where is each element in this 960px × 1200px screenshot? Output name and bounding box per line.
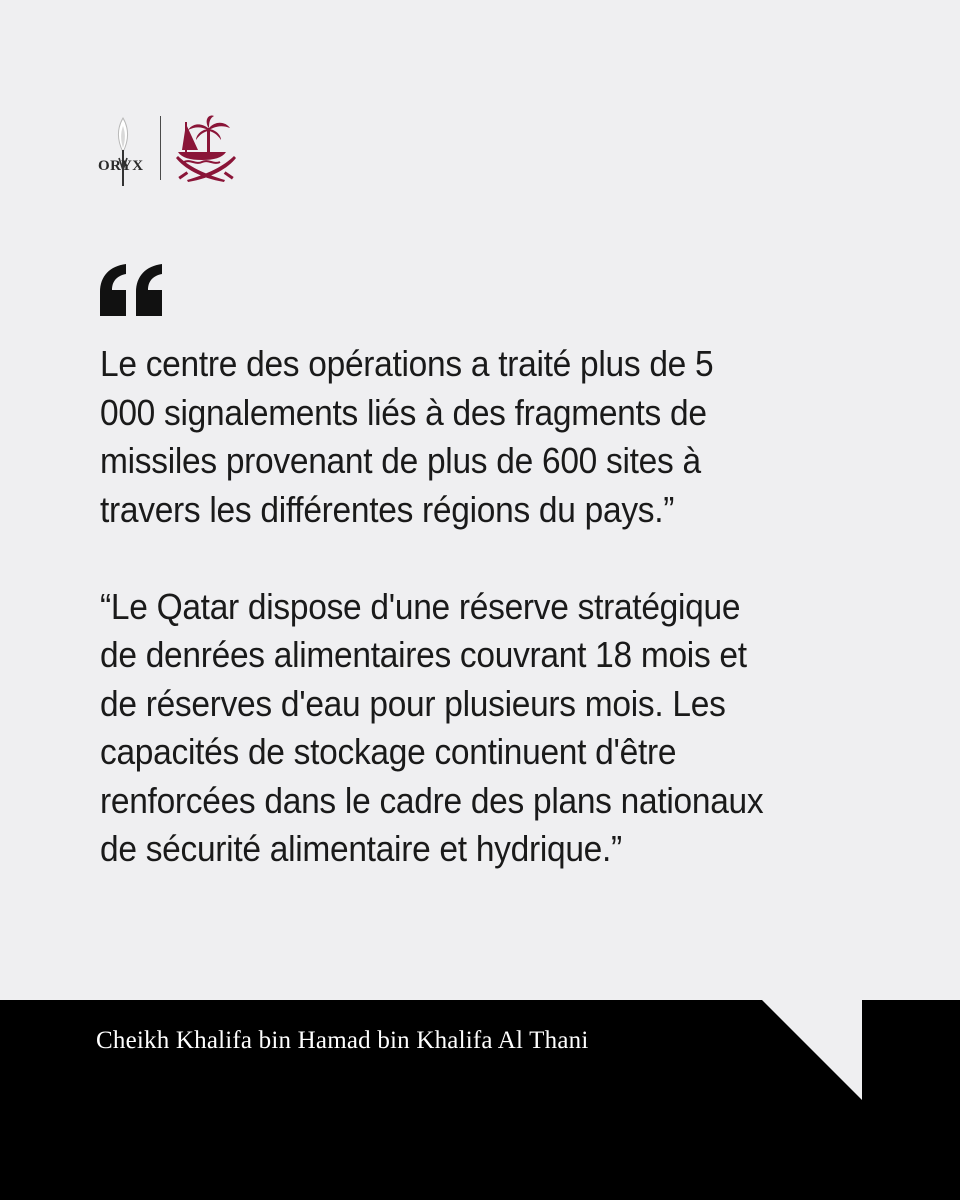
header-logos — [96, 112, 246, 184]
orix-logo-text: ORYX — [98, 158, 144, 174]
orix-logo — [96, 112, 150, 184]
orix-flame-icon — [112, 116, 134, 188]
opening-quote-icon — [96, 262, 166, 318]
author-name: Cheikh Khalifa bin Hamad bin Khalifa Al Thani — [96, 1027, 589, 1054]
quote-paragraph-2: “Le Qatar dispose d'une réserve stratégique de denrées alimentaires couvrant 18 mois et de réserves d'eau pour plusieurs mois. Les capacités de stockage continuent d'être renforcées dans le cadre des plans nationaux de sécurité alimentaire et hydrique.” — [100, 585, 764, 869]
paragraph-gap — [100, 534, 770, 583]
quote-text — [100, 340, 770, 874]
quote-paragraph-1: Le centre des opérations a traité plus de 5 000 signalements liés à des fragments de missiles provenant de plus de 600 sites à travers les différentes régions du pays.” — [100, 343, 714, 530]
qatar-emblem-icon — [174, 114, 238, 184]
logo-divider — [160, 116, 161, 180]
